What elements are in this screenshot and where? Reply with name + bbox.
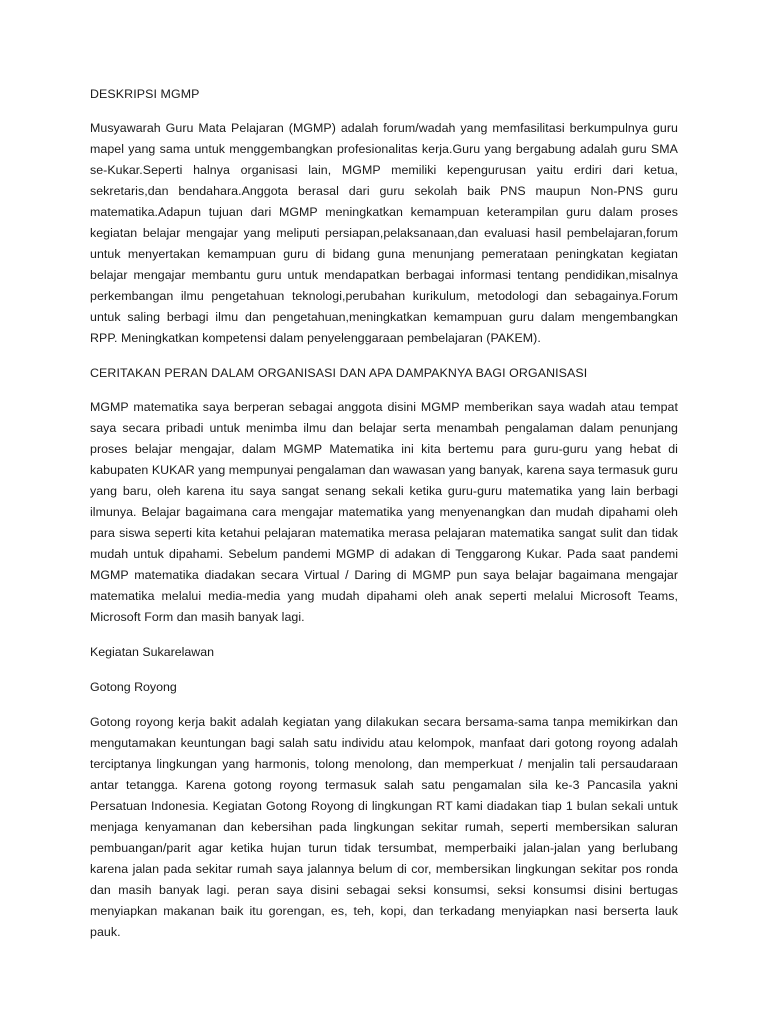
section-heading-peran-organisasi: CERITAKAN PERAN DALAM ORGANISASI DAN APA DAMPAKNYA BAGI ORGANISASI [90,366,588,380]
paragraph-deskripsi-mgmp: Musyawarah Guru Mata Pelajaran (MGMP) adalah forum/wadah yang memfasilitasi berkumpulnya guru mapel yang sama untuk menggembangkan profesionalitas kerja.Guru yang bergabung adalah guru SMA se-Kukar.Seperti halnya organisasi lain, MGMP memiliki kepengurusan yaitu erdiri dari ketua, sekretaris,dan bendahara.Anggota berasal dari guru sekolah baik PNS maupun Non-PNS guru matematika.Adapun tujuan dari MGMP meningkatkan kemampuan keterampilan guru dalam proses kegiatan belajar mengajar yang meliputi persiapan,pelaksanaan,dan evaluasi hasil pembelajaran,forum untuk menyertakan kemampuan guru di bidang guna menunjang pemerataan peningkatan kegiatan belajar mengajar membantu guru untuk mendapatkan berbagai informasi tentang pendidikan,misalnya perkembangan ilmu pengetahuan teknologi,perubahan kurikulum, metodologi dan sebagainya.Forum untuk saling berbagi ilmu dan pengetahuan,meningkatkan kemampuan guru dalam mengembangkan RPP. Meningkatkan kompetensi dalam penyelenggaraan pembelajaran (PAKEM). [90,121,678,345]
subheading-gotong-royong: Gotong Royong [90,680,177,694]
paragraph-peran-organisasi: MGMP matematika saya berperan sebagai anggota disini MGMP memberikan saya wadah atau tempat saya secara pribadi untuk menimba ilmu dan belajar serta menambah pengalaman dalam penunjang proses belajar mengajar, dalam MGMP Matematika ini kita bertemu para guru-guru yang hebat di kabupaten KUKAR yang mempunyai pengalaman dan wawasan yang banyak, karena saya termasuk guru yang baru, oleh karena itu saya sangat senang sekali ketika guru-guru matematika yang lain berbagi ilmunya. Belajar bagaimana cara mengajar matematika yang menyenangkan dan mudah dipahami oleh para siswa seperti kita ketahui pelajaran matematika merasa pelajaran matematika sangat sulit dan tidak mudah untuk dipahami. Sebelum pandemi MGMP di adakan di Tenggarong Kukar. Pada saat pandemi MGMP matematika diadakan secara Virtual / Daring di MGMP pun saya belajar bagaimana mengajar matematika melalui media-media yang mudah dipahami oleh anak seperti melalui Microsoft Teams, Microsoft Form dan masih banyak lagi. [90,400,678,624]
document-page [90,84,678,957]
section-heading-kegiatan-sukarelawan: Kegiatan Sukarelawan [90,645,214,659]
paragraph-gotong-royong: Gotong royong kerja bakit adalah kegiatan yang dilakukan secara bersama-sama tanpa memikirkan dan mengutamakan keuntungan bagi salah satu individu atau kelompok, manfaat dari gotong royong adalah terciptanya lingkungan yang harmonis, tolong menolong, dan memperkuat / menjalin tali persaudaraan antar tetangga. Karena gotong royong termasuk salah satu pengamalan sila ke-3 Pancasila yakni Persatuan Indonesia. Kegiatan Gotong Royong di lingkungan RT kami diadakan tiap 1 bulan sekali untuk menjaga kenyamanan dan kebersihan pada lingkungan sekitar rumah, seperti membersikan saluran pembuangan/parit agar ketika hujan turun tidak tersumbat, memperbaiki jalan-jalan yang berlubang karena jalan pada sekitar rumah saya jalannya belum di cor, membersikan lingkungan sekitar pos ronda dan masih banyak lagi. peran saya disini sebagai seksi konsumsi, seksi konsumsi disini bertugas menyiapkan makanan baik itu gorengan, es, teh, kopi, dan terkadang menyiapkan nasi berserta lauk pauk. [90,715,678,939]
section-heading-deskripsi-mgmp: DESKRIPSI MGMP [90,87,200,101]
